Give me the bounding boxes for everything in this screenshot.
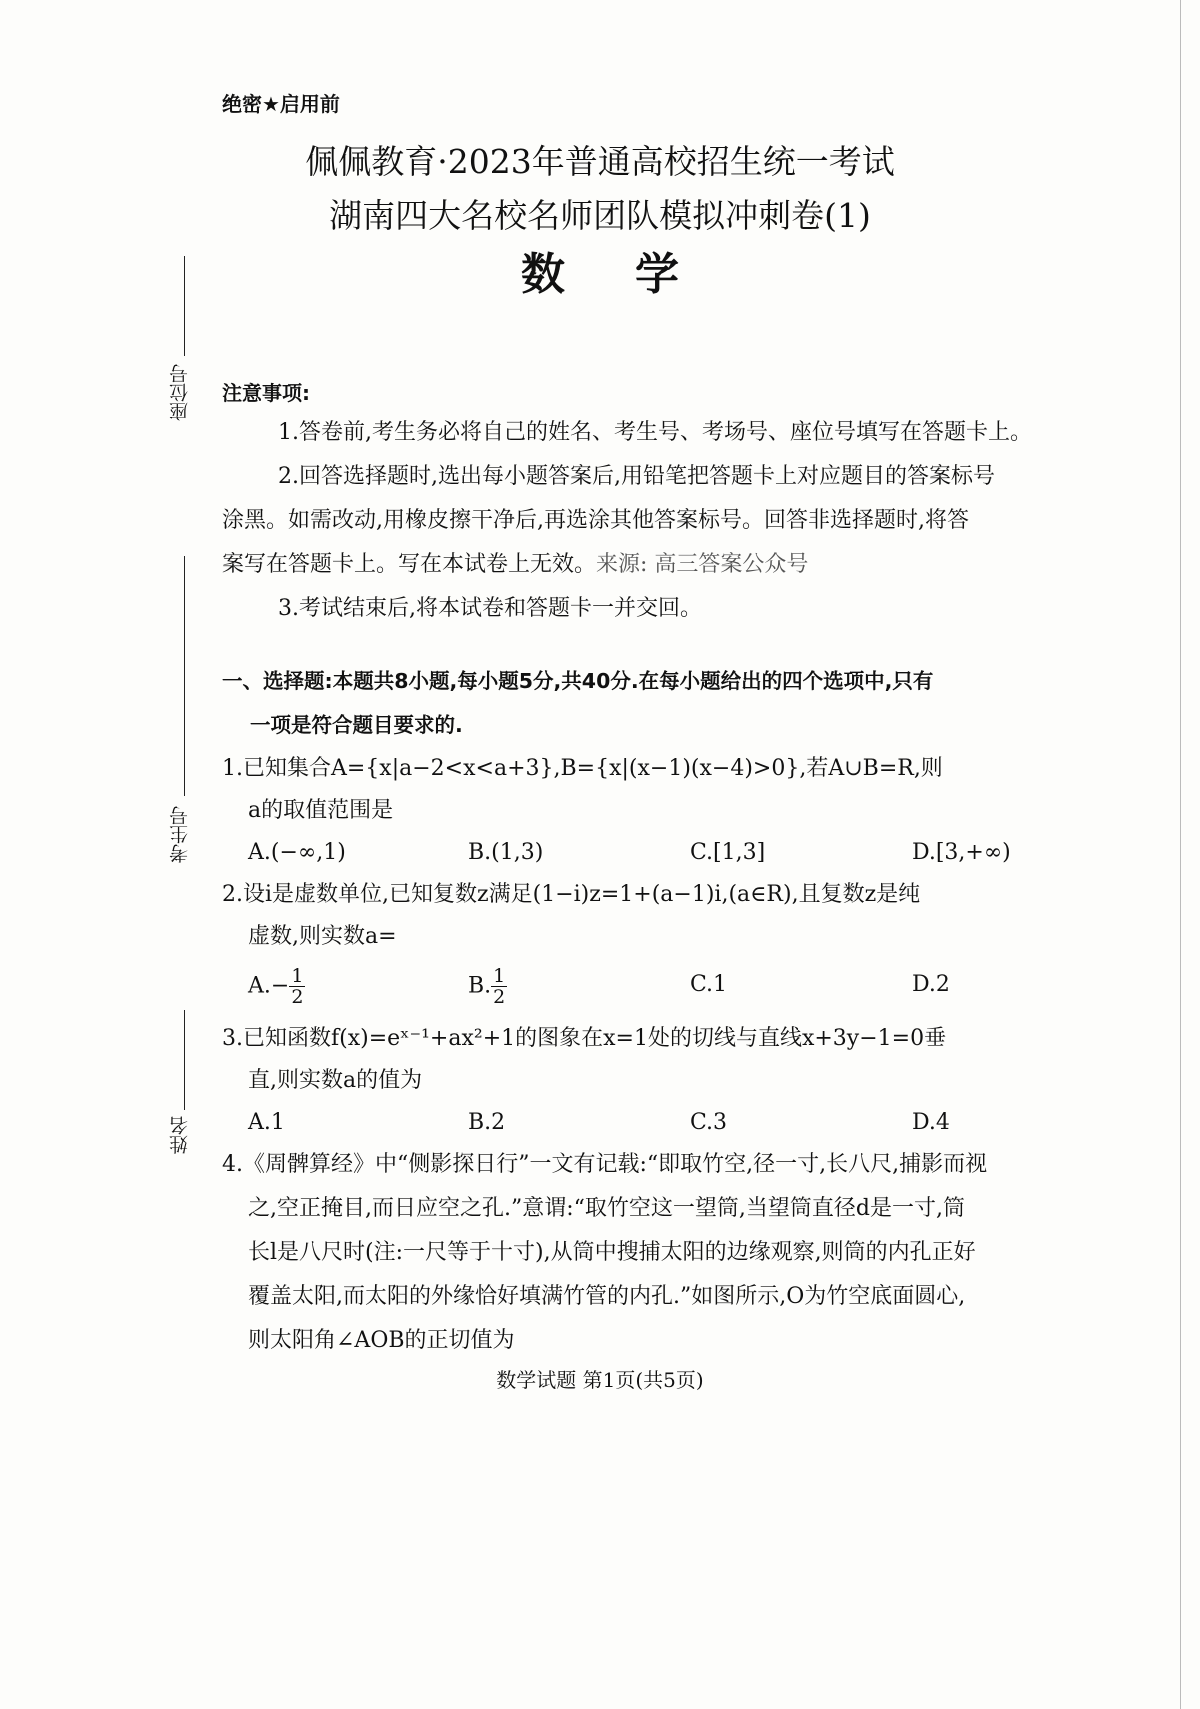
- question-2: 2.设i是虚数单位,已知复数z满足(1−i)z=1+(a−1)i,(a∈R),且复数z是纯: [222, 882, 921, 907]
- notes-item-3: 3.考试结束后,将本试卷和答题卡一并交回。: [278, 596, 702, 621]
- notes-item-2-text: 案写在答题卡上。写在本试卷上无效。: [222, 552, 597, 577]
- q2-option-a-prefix: A.−: [248, 973, 290, 999]
- q2-option-a-num: 1: [291, 965, 304, 987]
- q2-option-b-fraction: [491, 966, 507, 1007]
- subject-title: 数学: [521, 249, 749, 300]
- q1-option-a: A.(−∞,1): [248, 840, 346, 865]
- question-3-cont: 直,则实数a的值为: [248, 1068, 423, 1093]
- q2-option-c: C.1: [690, 972, 728, 997]
- exam-title: 佩佩教育·2023年普通高校招生统一考试: [305, 142, 895, 181]
- q2-option-a: [248, 966, 305, 1007]
- q2-option-d: D.2: [912, 972, 950, 997]
- exam-subtitle: 湖南四大名校名师团队模拟冲刺卷(1): [329, 196, 871, 235]
- notes-item-2-end: [222, 546, 808, 584]
- notes-item-2-cont: 涂黑。如需改动,用橡皮擦干净后,再选涂其他答案标号。回答非选择题时,将答: [222, 508, 969, 533]
- question-2-cont: 虚数,则实数a=: [248, 924, 397, 949]
- q2-option-b-den: 2: [493, 986, 506, 1008]
- q3-option-d: D.4: [912, 1110, 950, 1135]
- notes-item-1: 1.答卷前,考生务必将自己的姓名、考生号、考场号、座位号填写在答题卡上。: [278, 420, 1032, 445]
- exam-no-label: 考生号: [169, 806, 191, 863]
- section-heading-cont: 一项是符合题目要求的.: [250, 713, 463, 737]
- q3-option-a: A.1: [248, 1110, 285, 1135]
- notes-item-2: 2.回答选择题时,选出每小题答案后,用铅笔把答题卡上对应题目的答案标号: [278, 464, 995, 489]
- q1-option-c: C.[1,3]: [690, 840, 766, 865]
- exam-no-line: [184, 556, 185, 796]
- question-3: 3.已知函数f(x)=eˣ⁻¹+ax²+1的图象在x=1处的切线与直线x+3y−1=0垂: [222, 1026, 947, 1051]
- q3-option-c: C.3: [690, 1110, 728, 1135]
- name-line: [184, 1010, 185, 1110]
- seat-label: 座位号: [169, 364, 191, 421]
- q2-option-a-fraction: [289, 966, 305, 1007]
- question-4-line2: 之,空正掩目,而日应空之孔.”意谓:“取竹空这一望筒,当望筒直径d是一寸,筒: [248, 1196, 965, 1221]
- q3-option-b: B.2: [468, 1110, 506, 1135]
- q1-option-b: B.(1,3): [468, 840, 544, 865]
- question-4-line4: 覆盖太阳,而太阳的外缘恰好填满竹管的内孔.”如图所示,O为竹空底面圆心,: [248, 1284, 966, 1309]
- q2-option-b: [468, 966, 507, 1007]
- question-4-line3: 长l是八尺时(注:一尺等于十寸),从筒中搜捕太阳的边缘观察,则筒的内孔正好: [248, 1240, 976, 1265]
- confidential-mark: 绝密★启用前: [222, 92, 340, 116]
- question-4-line5: 则太阳角∠AOB的正切值为: [248, 1328, 515, 1353]
- q2-option-b-prefix: B.: [468, 973, 492, 999]
- question-1-cont: a的取值范围是: [248, 798, 394, 823]
- q2-option-b-num: 1: [493, 965, 506, 987]
- notes-heading: 注意事项:: [222, 381, 310, 405]
- page-footer: 数学试题 第1页(共5页): [496, 1368, 704, 1392]
- name-label: 姓名: [169, 1116, 191, 1154]
- question-1: 1.已知集合A={x|a−2<x<a+3},B={x|(x−1)(x−4)>0},若A∪B=R,则: [222, 756, 943, 781]
- source-note: 来源: 高三答案公众号: [596, 552, 809, 577]
- q2-option-a-den: 2: [291, 986, 304, 1008]
- section-heading: 一、选择题:本题共8小题,每小题5分,共40分.在每小题给出的四个选项中,只有: [222, 669, 934, 693]
- question-4: 4.《周髀算经》中“侧影探日行”一文有记载:“即取竹空,径一寸,长八尺,捕影而视: [222, 1152, 988, 1177]
- q1-option-d: D.[3,+∞): [912, 840, 1011, 865]
